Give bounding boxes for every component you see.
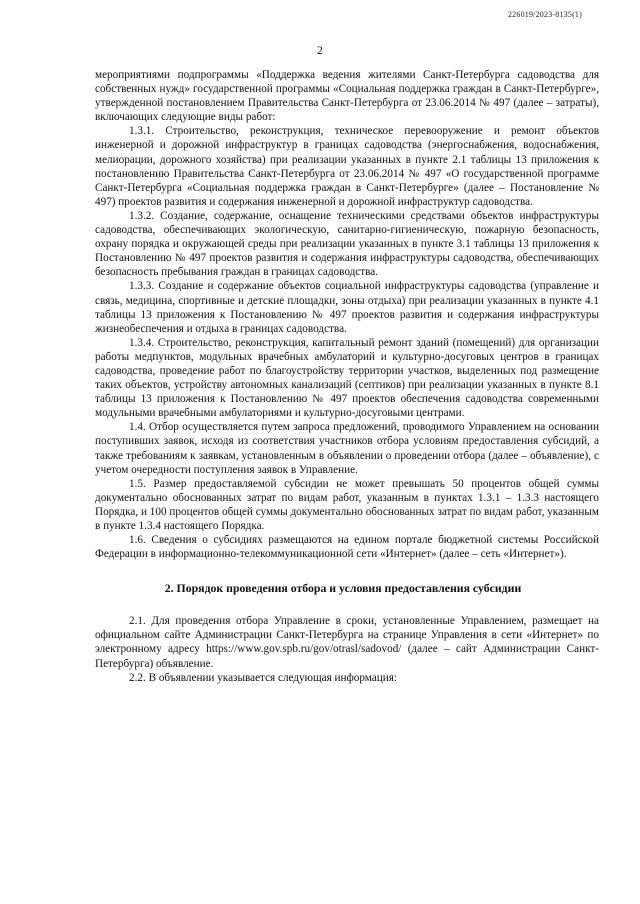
paragraph-1-3-3: 1.3.3. Создание и содержание объектов социальной инфраструктуры садоводства (управление и связь, медицина, спортивные и детские площадки, зоны отдыха) при реализации указанных в пункте 4.1 таблицы 13 приложения к Постановлению № 497 проектов развития и содержания инфраструктуры жизнеобеспечения и отдыха в границах садоводства. xyxy=(95,280,599,335)
paragraph-1-3-2: 1.3.2. Создание, содержание, оснащение техническими средствами объектов инфраструктуры садоводства, обеспечивающих экологическую, санитарно-гигиеническую, пожарную безопасность, охрану порядка и окружающей среды при реализации указанных в пункте 3.1 таблицы 13 приложения к Постановлению № 497 проектов развития и содержания инфраструктуры садоводства, обеспечивающих безопасность пребывания граждан в границах садоводства. xyxy=(95,209,599,279)
paragraph-1-3-4: 1.3.4. Строительство, реконструкция, капитальный ремонт зданий (помещений) для организации работы медпунктов, модульных врачебных амбулаторий и культурно-досуговых центров в границах садоводства, проведение работ по благоустройству территории участков, выделенных под размещение таких объектов, устройству автономных канализаций (септиков) при реализации указанных в пункте 8.1 таблицы 13 приложения к Постановлению № 497 проектов обеспечения садоводства современными модульными врачебными амбулаториями и культурно-досуговыми центрами. xyxy=(95,336,599,420)
document-body xyxy=(95,68,599,685)
paragraph-1-3-1: 1.3.1. Строительство, реконструкция, техническое перевооружение и ремонт объектов инженерной и дорожной инфраструктур в границах садоводства (энергоснабжения, водоснабжения, мелиорации, дорожного хозяйства) при реализации указанных в пункте 2.1 таблицы 13 приложения к постановлению Правительства Санкт-Петербурга от 23.06.2014 № 497 «О государственной программе Санкт-Петербурга «Социальная поддержка граждан в Санкт-Петербурге» (далее – Постановление № 497) проектов развития и содержания инженерной и дорожной инфраструктур садоводства. xyxy=(95,125,599,208)
paragraph-1-4: 1.4. Отбор осуществляется путем запроса предложений, проводимого Управлением на основании поступивших заявок, исходя из соответствия участников отбора условиям предоставления субсидий, а также требованиям к заявкам, установленным в объявлении о проведении отбора (далее – объявление), с учетом очередности поступления заявок в Управление. xyxy=(95,421,599,476)
paragraph-1-6: 1.6. Сведения о субсидиях размещаются на едином портале бюджетной системы Российской Федерации в информационно-телекоммуникационной сети «Интернет» (далее – сеть «Интернет»). xyxy=(95,534,599,561)
paragraph-2-1: 2.1. Для проведения отбора Управление в сроки, установленные Управлением, размещает на официальном сайте Администрации Санкт-Петербурга на странице Управления в сети «Интернет» по электронному адресу https://www.gov.spb.ru/gov/otrasl/sadovod/ (далее – сайт Администрации Санкт-Петербурга) объявление. xyxy=(95,615,599,670)
paragraph-1-5: 1.5. Размер предоставляемой субсидии не может превышать 50 процентов общей суммы документально обоснованных затрат по видам работ, указанным в пунктах 1.3.1 – 1.3.3 настоящего Порядка, и 100 процентов общей суммы документально обоснованных затрат по видам работ, указанным в пункте 1.3.4 настоящего Порядка. xyxy=(95,477,599,532)
section-heading: 2. Порядок проведения отбора и условия предоставления субсидии xyxy=(164,581,522,596)
page-number: 2 xyxy=(317,43,323,57)
intro-paragraph: мероприятиями подпрограммы «Поддержка ведения жителями Санкт-Петербурга садоводства для собственных нужд» государственной программы «Социальная поддержка граждан в Санкт-Петербурге», утвержденной постановлением Правительства Санкт-Петербурга от 23.06.2014 № 497 (далее – затраты), включающих следующие виды работ: xyxy=(95,69,599,124)
document-registration-number: 226019/2023-8135(1) xyxy=(507,10,582,19)
paragraph-2-2: 2.2. В объявлении указывается следующая информация: xyxy=(129,671,397,684)
